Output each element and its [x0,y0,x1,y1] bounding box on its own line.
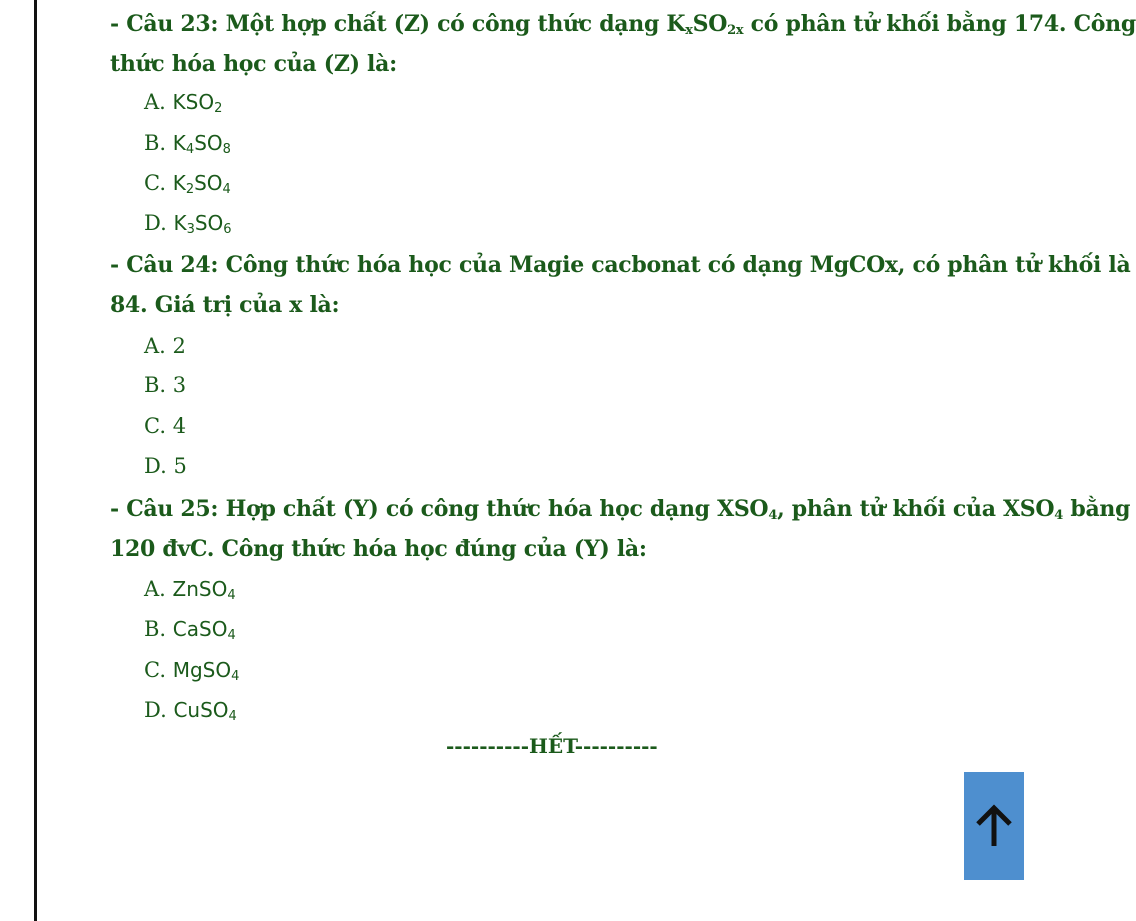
q24-option-b: B. 3 [144,373,187,397]
question-23-line-1: - Câu 23: Một hợp chất (Z) có công thức dạng $K_xSO_{2x}$ có phân tử khối bằng 174. Công [110,11,1136,38]
q25-option-d: D. CuSO$_4$ [144,698,237,724]
question-24 [110,245,1131,325]
q24-option-a: A. 2 [144,334,186,358]
question-23-line-2: thức hóa học của (Z) là: [110,51,397,77]
q23-option-b: B. $K_4SO_8$ [144,131,231,157]
end-marker: ----------HẾT---------- [446,734,658,758]
question-23 [110,4,1136,84]
question-25 [110,489,1131,569]
question-25-line-1: - Câu 25: Hợp chất (Y) có công thức hóa học dạng $XSO_4$, phân tử khối của $XSO_4$ bằng [110,496,1131,523]
q24-option-c: C. 4 [144,414,187,438]
scroll-to-top-button[interactable] [964,772,1024,880]
q23-option-d: D. $K_3SO_6$ [144,211,232,237]
question-24-line-2: 84. Giá trị của x là: [110,292,340,318]
q23-option-c: C. $K_2SO_4$ [144,171,231,197]
q25-option-a: A. ZnSO$_4$ [144,577,236,603]
q24-option-d: D. 5 [144,454,187,478]
q23-option-a: A. $KSO_2$ [144,90,223,116]
question-24-line-1: - Câu 24: Công thức hóa học của Magie cacbonat có dạng MgCOx, có phân tử khối là [110,252,1131,278]
q25-option-b: B. CaSO$_4$ [144,617,236,643]
arrow-up-icon [970,802,1018,850]
question-25-line-2: 120 đvC. Công thức hóa học đúng của (Y) là: [110,536,647,562]
page-left-border [34,0,37,921]
q25-option-c: C. MgSO$_4$ [144,658,240,684]
